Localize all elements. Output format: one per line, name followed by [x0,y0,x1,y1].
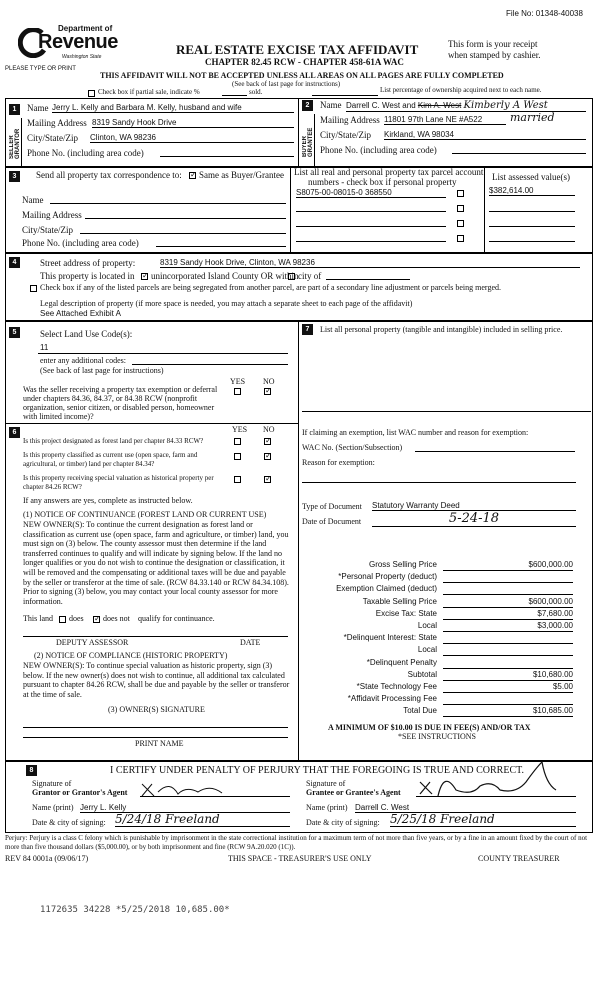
historic-question: Is this property receiving special valuation as historical property per chapter 84.26 RCW? [23,474,214,491]
please-type-label: PLEASE TYPE OR PRINT [5,66,76,72]
totals-row-label: Local [417,620,437,630]
current-use-yes-checkbox[interactable] [234,453,241,460]
does-not-label: does not [103,614,130,623]
certify-statement: I CERTIFY UNDER PENALTY OF PERJURY THAT THE FOREGOING IS TRUE AND CORRECT. [110,765,524,776]
grantee-date-label: Date & city of signing: [306,818,380,827]
sec5-yes-header: YES [230,377,246,386]
totals-row-label: Total Due [403,706,437,716]
totals-row-label: Taxable Selling Price [362,596,437,606]
ownership-pct-label: List percentage of ownership acquired next to each name. [380,86,542,94]
receipt-note-2: when stamped by cashier. [448,50,541,60]
county-treasurer-label: COUNTY TREASURER [478,854,560,863]
grantor-name-field[interactable]: Jerry L. Kelly [80,803,290,813]
buyer-mailing-label: Mailing Address [320,115,380,125]
dept-of-label: Department of [58,24,113,33]
section-6-number: 6 [9,427,20,438]
buyer-side-divider [314,114,315,166]
receipt-note-1: This form is your receipt [448,39,538,49]
additional-codes-field[interactable] [132,364,288,365]
seller-buyer-divider [298,98,299,166]
historic-yes-checkbox[interactable] [234,476,241,483]
sec6-yes-header: YES [232,425,248,434]
totals-row-label: Excise Tax: State [375,608,437,618]
treasurer-stamp: 1172635 34228 *5/25/2018 10,685.00* [40,905,230,915]
assessed-4-field[interactable] [489,241,575,242]
section-2-number: 2 [302,100,313,111]
partial-sale-checkbox[interactable] [88,90,95,97]
grantor-sig-of: Signature of [32,779,72,788]
notice-1-title: (1) NOTICE OF CONTINUANCE (FOREST LAND OR CURRENT USE) [23,510,267,519]
grantee-sig-of: Signature of [306,779,346,788]
street-label: Street address of property: [40,258,136,268]
totals-row-value[interactable]: $10,680.00 [443,670,573,681]
segregated-checkbox[interactable] [30,285,37,292]
grantor-date-label: Date & city of signing: [32,818,106,827]
seller-city-field[interactable]: Clinton, WA 98236 [90,133,294,143]
totals-row-value[interactable]: $10,685.00 [443,706,573,717]
grantee-signature-scribble [416,760,566,800]
owner-sig-line[interactable] [23,727,288,728]
personal-property-line [302,411,591,412]
legal-desc-field[interactable]: See Attached Exhibit A [40,309,121,318]
totals-row-label: *Delinquent Interest: State [343,633,437,643]
buyer-city-label: City/State/Zip [320,130,371,140]
perjury-notice: Perjury: Perjury is a class C felony which is punishable by imprisonment in the state correctional institution for a maximum term of not more than five years, or by a fine in an amount fixed by the court of not more than five thousand dollars ($5,000.00), or by both imprisonment and fine (RCW 9A.20.020 (1C)). [5,834,588,851]
assessed-header: List assessed value(s) [492,172,570,182]
same-as-buyer-checkbox[interactable] [189,172,196,179]
see-instructions-note: *SEE INSTRUCTIONS [398,732,477,741]
assessor-sig-line[interactable] [23,636,288,637]
street-address-field[interactable]: 8319 Sandy Hook Drive, Clinton, WA 98236 [160,258,580,268]
same-as-buyer-label: Same as Buyer/Grantee [199,170,284,180]
section-7-number: 7 [302,324,313,335]
totals-row-value[interactable] [443,633,573,644]
land-use-value[interactable]: 11 [40,343,49,352]
notice-2-body: NEW OWNER(S): To continue special valuation as historic property, sign (3) below. If the new owner(s) does not wish to continue, all additional tax calculated pursuant to chapter 84.26 RCW, shall be due and payable by the seller or transferor at the time of sale. [23,661,290,699]
doc-date-field[interactable]: 5-24-18 [372,511,576,527]
totals-row [302,670,587,682]
seller-side-divider [21,118,22,166]
parcel-4-checkbox[interactable] [457,235,464,242]
doc-type-field[interactable]: Statutory Warranty Deed [372,501,576,511]
personal-property-label: List all personal property (tangible and intangible) included in selling price. [320,325,563,334]
located-suffix: unincorporated Island County OR within [151,271,299,281]
grantee-name-field[interactable]: Darrell C. West [355,803,576,813]
city-of-checkbox[interactable] [288,273,295,280]
dept-name: Revenue [38,31,118,53]
seller-phone-field[interactable] [160,156,294,157]
dept-state: Washington State [62,54,102,60]
tax-corr-city-label: City/State/Zip [22,225,73,235]
parcel-number-field[interactable]: S8075-00-08015-0 368550 [296,188,446,198]
unincorporated-checkbox[interactable] [141,273,148,280]
parcel-3-field[interactable] [296,226,446,227]
minimum-notice: A MINIMUM OF $10.00 IS DUE IN FEE(S) AND/OR TAX [328,723,531,732]
owner-sig-label: (3) OWNER(S) SIGNATURE [108,705,205,714]
does-checkbox[interactable] [59,616,66,623]
grantor-signature-scribble [140,782,240,800]
buyer-name-handwritten: Kimberly A West [463,100,548,111]
sold-label: sold. [249,88,263,96]
parcel-4-field[interactable] [296,241,446,242]
totals-row [302,609,587,621]
assessed-value-field[interactable]: $382,614.00 [489,186,575,196]
assessed-2-field[interactable] [489,211,575,212]
sections-5-7-divider [298,320,299,760]
rev-label: REV 84 0001a (09/06/17) [5,854,89,863]
parcel-header-1: List all real and personal property tax parcel account [294,167,484,177]
tax-corr-name-field[interactable] [50,203,286,204]
totals-row-label: *State Technology Fee [356,681,437,691]
parcel-header-2: numbers - check box if personal property [308,177,457,187]
date-label: DATE [240,638,261,647]
seller-city-label: City/State/Zip [27,133,78,143]
assessed-3-field[interactable] [489,226,575,227]
parcel-2-field[interactable] [296,211,446,212]
totals-row-value[interactable]: $7,680.00 [443,609,573,620]
buyer-married-handwritten: married [510,111,555,124]
see-back-note: (See back of last page for instructions) [232,80,341,88]
tax-corr-mailing-label: Mailing Address [22,210,82,220]
totals-row-value[interactable]: $600,000.00 [443,597,573,608]
totals-row [302,633,587,645]
exemption-claim-label: If claiming an exemption, list WAC number and reason for exemption: [302,428,529,437]
tax-corr-name-label: Name [22,195,44,205]
sec5-no-header: NO [263,377,275,386]
exemption-reason-label: Reason for exemption: [302,458,375,467]
seller-side-label: SELLER GRANTOR [9,128,21,159]
buyer-city-field[interactable]: Kirkland, WA 98034 [384,130,586,140]
exemption-reason-line[interactable] [302,482,576,483]
parcel-3-checkbox[interactable] [457,220,464,227]
totals-row [302,645,587,657]
grantor-name-label: Name (print) [32,803,74,812]
partial-sale-label: Check box if partial sale, indicate % [98,88,200,96]
city-of-label: city of [298,271,322,281]
forest-no-checkbox[interactable] [264,438,271,445]
forest-question: Is this project designated as forest land per chapter 84.33 RCW? [23,437,204,445]
totals-row-label: Exemption Claimed (deduct) [336,584,437,594]
exemption-question: Was the seller receiving a property tax exemption or deferral under chapters 84.36, 84.37, or 84.38 RCW (nonprofit organization, senior citizen, or disabled person, homeowner with limited income)? [23,385,218,421]
totals-row-value[interactable] [443,658,573,669]
additional-codes-label: enter any additional codes: [40,356,126,365]
totals-row-value[interactable] [443,645,573,656]
tax-corr-phone-label: Phone No. (including area code) [22,238,139,248]
sec6-no-header: NO [263,425,275,434]
grantor-signature-field[interactable] [140,796,290,797]
doc-type-label: Type of Document [302,502,362,511]
print-name-line[interactable] [23,737,288,738]
historic-no-checkbox[interactable] [264,476,271,483]
section-4-number: 4 [9,257,20,268]
section-5-number: 5 [9,327,20,338]
tax-corr-city-field[interactable] [80,233,286,234]
parcel-2-checkbox[interactable] [457,205,464,212]
totals-row-label: Gross Selling Price [368,560,437,569]
print-name-label: PRINT NAME [135,739,184,748]
totals-row [302,621,587,633]
exemption-no-checkbox[interactable] [264,388,271,395]
form-warning: THIS AFFIDAVIT WILL NOT BE ACCEPTED UNLESS ALL AREAS ON ALL PAGES ARE FULLY COMPLETED [100,71,504,80]
form-title: REAL ESTATE EXCISE TAX AFFIDAVIT [176,42,419,57]
grantor-agent-label: Grantor or Grantor's Agent [32,788,128,797]
tax-corr-phone-field[interactable] [156,246,286,247]
deputy-assessor-label: DEPUTY ASSESSOR [56,638,129,647]
qualify-label: qualify for continuance. [138,614,215,623]
file-number: File No: 01348-40038 [506,9,583,18]
grantee-agent-label: Grantee or Grantee's Agent [306,788,401,797]
ownership-pct-line [312,95,378,96]
located-prefix: This property is located in [40,271,135,281]
exemption-yes-checkbox[interactable] [234,388,241,395]
tax-corr-label: Send all property tax correspondence to: [36,170,182,180]
dept-logo [18,24,118,68]
does-not-checkbox[interactable] [93,616,100,623]
buyer-name-typed: Darrell C. West and [346,101,416,110]
totals-row-label: *Personal Property (deduct) [338,572,437,582]
seller-name-label: Name [27,103,49,113]
buyer-name-label: Name [320,100,342,110]
totals-row-label: Local [417,645,437,655]
totals-row [302,694,587,706]
totals-row-label: Subtotal [407,669,437,679]
current-use-question: Is this property classified as current use (open space, farm and agricultural, or timber) land per chapter 84.34? [23,451,198,468]
notice-1-body: NEW OWNER(S): To continue the current designation as forest land or classification as current use (open space, farm and agriculture, or timber) land, you must sign on (3) below. The county assessor must then determine if the land transferred continues to qualify and will indicate by signing below. If the land no longer qualifies or you do not wish to continue the designation or classification, it will be removed and the compensating or additional taxes will be due and payable by the seller or transferor at the time of sale. (RCW 84.33.140 or RCW 84.34.108). Prior to signing (3) below, you may contact your local county assessor for more information. [23,520,289,606]
notice-2-title: (2) NOTICE OF COMPLIANCE (HISTORIC PROPERTY) [34,651,228,660]
doc-date-label: Date of Document [302,517,362,526]
section-5-6-separator [5,423,298,424]
if-yes-instruction: If any answers are yes, complete as instructed below. [23,496,193,505]
land-use-see-back: (See back of last page for instructions) [40,366,164,375]
seller-mailing-label: Mailing Address [27,118,87,128]
grantee-date-field[interactable]: 5/25/18 Freeland [390,812,576,827]
seller-mailing-field[interactable]: 8319 Sandy Hook Drive [92,118,294,128]
seller-name-field[interactable]: Jerry L. Kelly and Barbara M. Kelly, husband and wife [52,103,294,113]
totals-row [302,706,587,718]
grantor-date-field[interactable]: 5/24/18 Freeland [115,812,290,827]
tax-corr-mailing-field[interactable] [85,218,286,219]
totals-row [302,597,587,609]
buyer-side-label: BUYER GRANTEE [302,127,314,157]
totals-row-value[interactable] [443,584,573,595]
parcel-1-checkbox[interactable] [457,190,464,197]
totals-row [302,584,587,596]
totals-row [302,560,587,572]
this-land-label: This land [23,614,53,623]
totals-row-value[interactable] [443,694,573,705]
tax-corr-divider [290,166,291,252]
section-8-number: 8 [26,765,37,776]
land-use-line [38,353,288,354]
land-use-label: Select Land Use Code(s): [40,329,133,339]
form-subtitle: CHAPTER 82.45 RCW - CHAPTER 458-61A WAC [205,57,404,67]
grantee-name-label: Name (print) [306,803,348,812]
does-label: does [69,614,84,623]
totals-row [302,572,587,584]
buyer-phone-label: Phone No. (including area code) [320,145,437,155]
buyer-name-struck: Kim A. West [417,101,462,110]
totals-table [302,560,587,718]
legal-desc-label: Legal description of property (if more space is needed, you may attach a separate sheet to each page of the affidavit) [40,299,413,308]
treasurer-space-label: THIS SPACE - TREASURER'S USE ONLY [228,854,372,863]
segregated-label: Check box if any of the listed parcels are being segregated from another parcel, are part of a secondary line adjustment or parcels being merged. [40,283,501,292]
totals-row-label: *Affidavit Processing Fee [347,694,437,704]
totals-row [302,658,587,670]
wac-label: WAC No. (Section/Subsection) [302,443,403,452]
grantee-signature-field[interactable] [416,796,576,797]
wac-field[interactable] [415,451,575,452]
partial-sale-line [222,95,247,96]
seller-phone-label: Phone No. (including area code) [27,148,144,158]
totals-row [302,682,587,694]
parcel-divider [484,166,485,252]
totals-row-label: *Delinquent Penalty [366,657,437,667]
totals-row-value[interactable]: $5.00 [443,682,573,693]
totals-row-value[interactable] [443,572,573,583]
city-of-field[interactable] [326,279,410,280]
totals-row-value[interactable]: $3,000.00 [443,621,573,632]
section-1-number: 1 [9,104,20,115]
current-use-no-checkbox[interactable] [264,453,271,460]
buyer-mailing-field[interactable]: 11801 97th Lane NE #A522 [384,115,506,125]
forest-yes-checkbox[interactable] [234,438,241,445]
buyer-phone-field[interactable] [452,153,586,154]
section-3-number: 3 [9,171,20,182]
totals-row-value[interactable]: $600,000.00 [443,560,573,571]
